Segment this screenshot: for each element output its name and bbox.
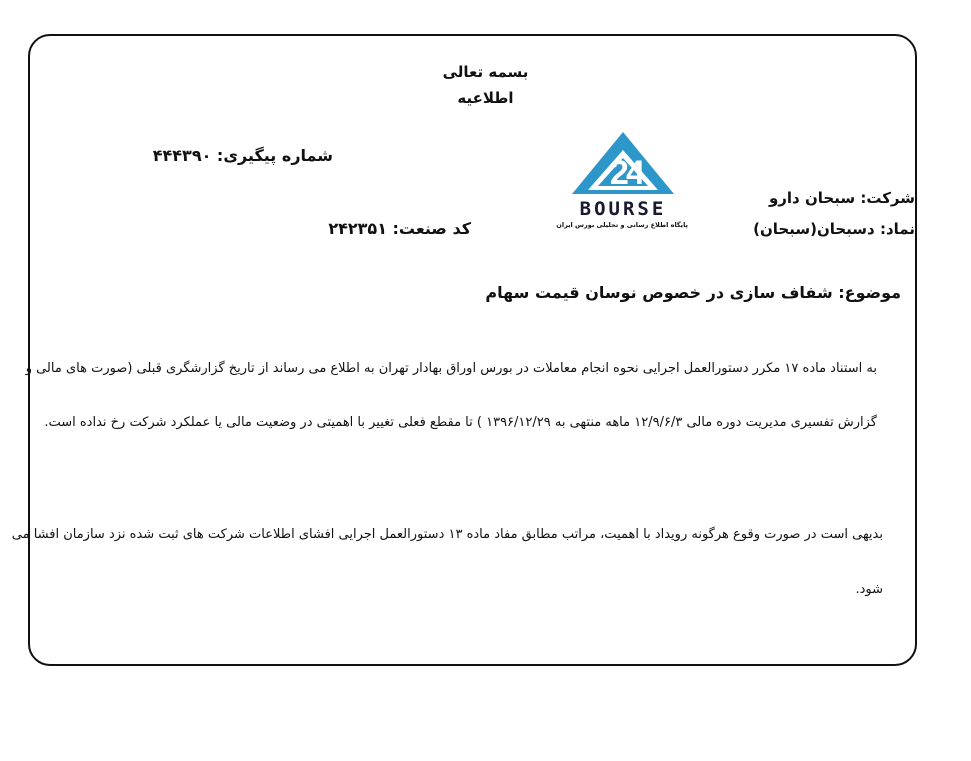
svg-text:4: 4	[626, 154, 645, 192]
svg-text:2: 2	[610, 154, 629, 192]
tracking-number: شماره پیگیری: ۴۴۴۳۹۰	[152, 146, 333, 165]
company-symbol: نماد: دسبحان(سبحان)	[753, 220, 915, 238]
paragraph2-line1: بدیهی است در صورت وقوع هرگونه رویداد با اهمیت، مراتب مطابق مفاد ماده ۱۳ دستورالعمل اجرایی افشای اطلاعات شرکت های ثبت شده نزد سازمان افشا می	[11, 527, 883, 542]
paragraph1-line2: گزارش تفسیری مدیریت دوره مالی ۱۲/۹/۶/۳ ماهه منتهی به ۱۳۹۶/۱۲/۲۹ ) تا مقطع فعلی تغییر با اهمیتی در وضعیت مالی یا عملکرد شرکت رخ نداده است.	[44, 415, 877, 430]
bourse-24-triangle-logo	[558, 128, 688, 200]
bourse-logo	[558, 128, 688, 240]
logo-subtitle: پایگاه اطلاع رسانی و تحلیلی بورس ایران	[556, 221, 688, 229]
company-name: شرکت: سبحان دارو	[768, 189, 915, 207]
industry-code: کد صنعت: ۲۴۲۳۵۱	[328, 219, 471, 238]
notice-frame	[25, 34, 917, 666]
notice-title: اطلاعیه	[457, 89, 514, 107]
subject-line: موضوع: شفاف سازی در خصوص نوسان قیمت سهام	[485, 283, 901, 302]
paragraph2-line2: شود.	[855, 582, 883, 597]
logo-wordmark: BOURSE	[579, 198, 667, 220]
bismillah-heading: بسمه تعالی	[442, 63, 529, 81]
paragraph1-line1: به استناد ماده ۱۷ مکرر دستورالعمل اجرایی نحوه انجام معاملات در بورس اوراق بهادار تهران به اطلاع می رساند از تاریخ گزارشگری قبلی (صورت های مالی و	[25, 361, 877, 376]
